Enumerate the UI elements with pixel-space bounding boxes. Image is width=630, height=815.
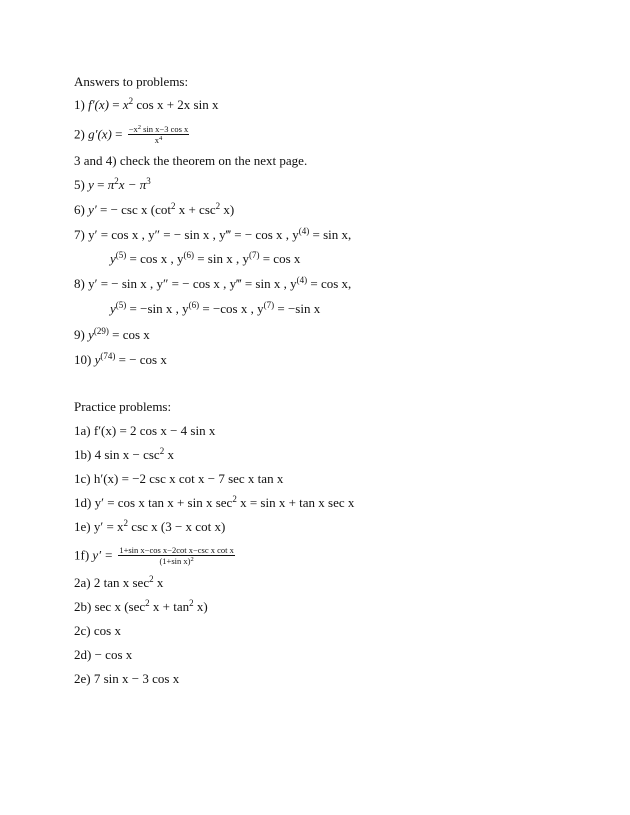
exponent: 4 [159,135,163,142]
answer-term: = −cos x , y [199,301,264,316]
denominator-term: (1+sin x) [159,556,191,566]
exponent: (29) [93,326,109,336]
practice-lhs: y′ = [92,547,114,563]
practice-2a [74,575,163,591]
answer-term: = sin x, [309,227,352,242]
practice-body: 2 tan x sec [93,575,150,590]
answer-7-line-1 [74,227,351,243]
exponent: 2 [232,494,237,504]
fraction-denominator [128,135,190,145]
answer-2 [74,125,189,146]
answer-lhs: y [94,352,101,367]
answer-lhs: y [88,177,94,192]
fraction [118,545,235,566]
answer-term: = sin x , y [193,251,249,266]
fraction-numerator [128,124,190,135]
answer-term: = − cos x [115,352,167,367]
answer-term: y [110,251,116,266]
answer-7-line-2 [110,251,300,267]
practice-body: cos x [93,623,121,638]
exponent: 2 [149,574,154,584]
answer-8-line-1 [74,276,351,292]
answer-term: y′ = − sin x , y″ = − cos x , y‴ = sin x , y [88,276,297,291]
practice-label: 2c) [74,623,91,638]
equals-sign: = [99,202,108,217]
numerator-term: −x [128,124,138,134]
answer-label: 1) [74,97,85,112]
numerator-term: sin x−3 cos x [141,124,189,134]
answer-label: 5) [74,177,85,192]
practice-label: 1d) [74,495,92,510]
answer-term: x) [220,202,235,217]
practice-1c [74,471,283,487]
practice-body: h′(x) = −2 csc x cot x − 7 sec x tan x [93,471,284,486]
answer-term: = −sin x [274,301,321,316]
fraction [128,124,190,145]
practice-2c [74,623,121,639]
denominator-term: x [154,135,160,145]
practice-body: 4 sin x − csc [94,447,160,462]
exponent: 2 [190,556,194,563]
practice-2b [74,599,208,615]
answer-term: π [107,177,115,192]
practice-label: 1b) [74,447,92,462]
practice-2d [74,647,132,663]
exponent: 2 [159,446,165,456]
practice-1a [74,423,215,439]
practice-body: y′ = x [93,519,124,534]
answer-term: = −sin x , y [126,301,189,316]
exponent: (6) [183,250,194,260]
practice-body: x = sin x + tan x sec x [236,495,355,510]
practice-heading: Practice problems: [74,399,172,414]
practice-label: 2b) [74,599,92,614]
answer-term: = cos x [259,251,301,266]
answer-lhs: y [88,327,94,342]
fraction-numerator: 1+sin x−cos x−2cot x−csc x cot x [119,545,234,555]
answer-label: 10) [74,352,92,367]
exponent: (4) [296,275,308,285]
practice-body: sec x (sec [94,599,146,614]
answer-9 [74,327,150,343]
answer-term: − csc x (cot [110,202,171,217]
exponent: 2 [145,598,150,608]
answer-term: = cos x [108,327,150,342]
answer-10 [74,352,167,368]
practice-label: 2a) [74,575,91,590]
exponent: 2 [137,124,142,131]
practice-body: x + tan [149,599,190,614]
answer-term: x [122,97,129,112]
answer-lhs: f′(x) [88,97,109,112]
practice-label: 2d) [74,647,92,662]
answer-5 [74,177,151,193]
answer-3-4: 3 and 4) check the theorem on the next page. [74,153,308,168]
answer-label: 2) [74,126,85,142]
practice-label: 1c) [74,471,91,486]
practice-body: f′(x) = 2 cos x − 4 sin x [93,423,216,438]
practice-1b [74,447,174,463]
practice-2e [74,671,179,687]
practice-1d [74,495,354,511]
exponent: (5) [115,250,127,260]
exponent: 2 [114,176,119,186]
answer-term: = cos x, [307,276,352,291]
equals-sign: = [97,177,105,192]
answer-term: x − π [118,177,147,192]
answer-term: = cos x , y [126,251,184,266]
answer-label: 7) [74,227,85,242]
exponent: (6) [188,300,200,310]
answer-label: 8) [74,276,85,291]
answer-lhs: y′ [88,202,97,217]
exponent: (5) [115,300,127,310]
answer-label: 9) [74,327,85,342]
answer-term: y′ = cos x , y″ = − sin x , y‴ = − cos x , y [88,227,299,242]
answer-6 [74,202,234,218]
practice-1f [74,546,235,567]
practice-label: 1f) [74,547,90,563]
exponent: (74) [100,351,116,361]
practice-1e [74,519,225,535]
equals-sign: = [112,97,120,112]
answer-label: 6) [74,202,85,217]
exponent: 2 [128,96,134,106]
practice-body: 7 sin x − 3 cos x [93,671,180,686]
answer-term: y [110,301,116,316]
practice-body: − cos x [94,647,133,662]
exponent: 3 [146,176,151,186]
exponent: (7) [263,300,275,310]
practice-label: 1e) [74,519,91,534]
exponent: 2 [123,518,129,528]
exponent: 2 [215,201,221,211]
practice-body: x [153,575,164,590]
practice-body: y′ = cos x tan x + sin x sec [94,495,233,510]
exponent: 2 [189,598,194,608]
equals-sign: = [115,126,123,142]
exponent: 2 [170,201,176,211]
practice-body: x [164,447,174,462]
practice-body: x) [193,599,208,614]
answers-heading: Answers to problems: [74,74,189,89]
answer-8-line-2 [110,301,320,317]
answer-term: x + csc [175,202,216,217]
practice-label: 1a) [74,423,91,438]
practice-label: 2e) [74,671,91,686]
answer-term: cos x + 2x sin x [133,97,219,112]
exponent: (7) [248,250,260,260]
fraction-denominator [118,556,235,566]
answer-1 [74,97,218,113]
answer-lhs: g′(x) [88,126,112,142]
exponent: (4) [298,226,310,236]
practice-body: csc x (3 − x cot x) [128,519,226,534]
